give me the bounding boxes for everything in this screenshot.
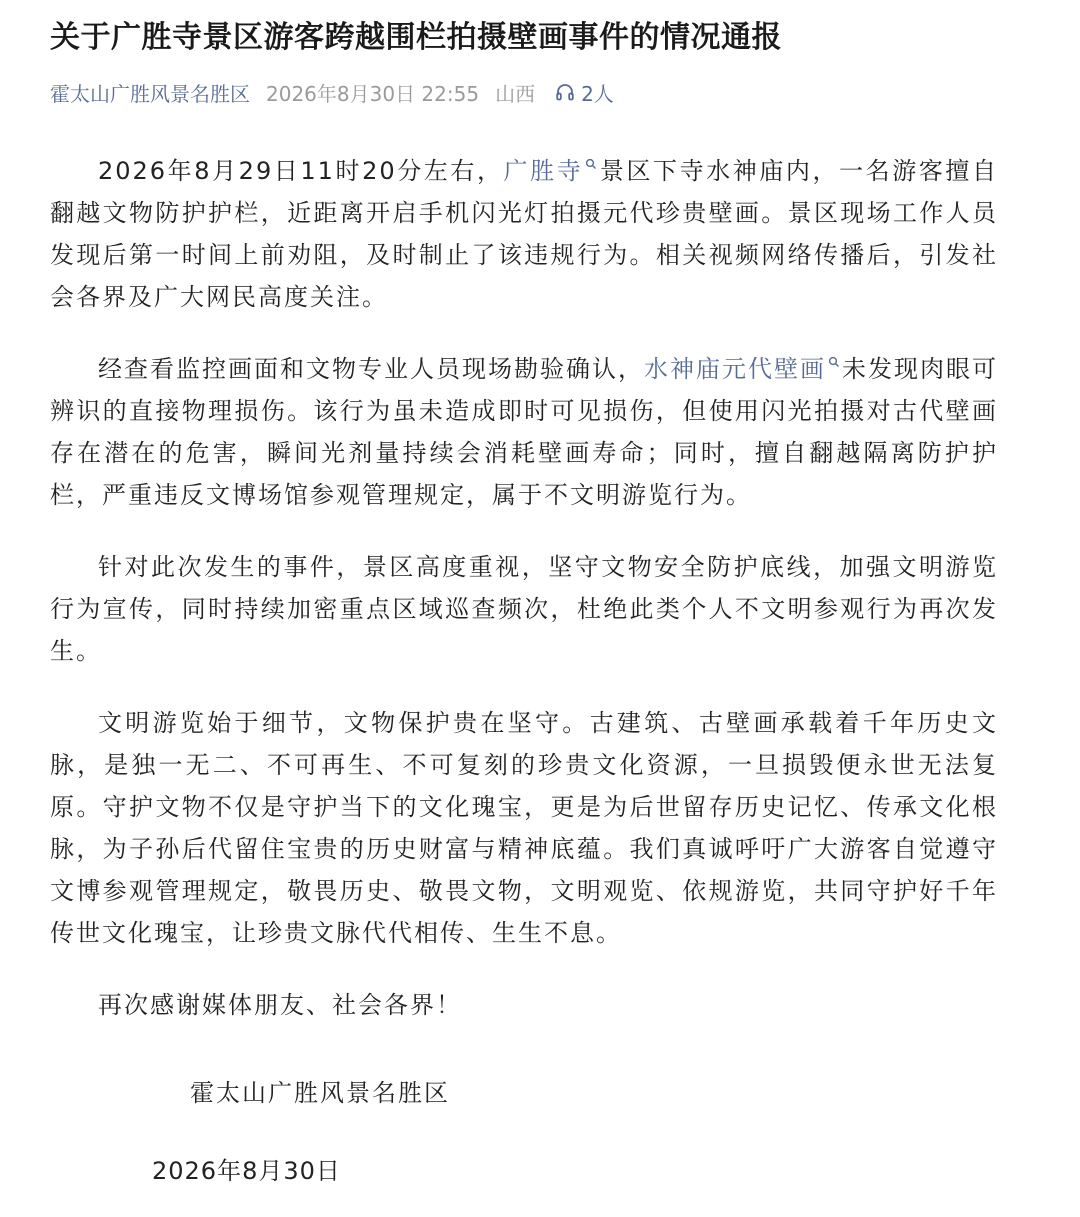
listener-count: 2人 (581, 81, 614, 106)
paragraph-1 (50, 150, 998, 318)
paragraph-5: 再次感谢媒体朋友、社会各界！ (98, 991, 462, 1019)
search-icon[interactable] (828, 356, 840, 368)
paragraph-3: 针对此次发生的事件，景区高度重视，坚守文物安全防护底线，加强文明游览行为宣传，同时持续加密重点区域巡查频次，杜绝此类个人不文明参观行为再次发生。 (50, 553, 998, 665)
listen-button[interactable] (555, 78, 614, 107)
search-icon[interactable] (585, 158, 597, 170)
article-meta (50, 76, 614, 108)
account-name-link[interactable]: 霍太山广胜风景名胜区 (50, 81, 250, 106)
paragraph-text: 2026年8月29日11时20分左右， (98, 157, 504, 185)
article-title: 关于广胜寺景区游客跨越围栏拍摄壁画事件的情况通报 (50, 20, 782, 55)
paragraph-text: 经查看监控画面和文物专业人员现场勘验确认， (98, 355, 644, 383)
publish-datetime: 2026年8月30日 22:55 (266, 81, 480, 106)
signature-date: 2026年8月30日 (152, 1157, 341, 1185)
paragraph-2 (50, 348, 998, 516)
search-link-mural[interactable]: 水神庙元代壁画 (644, 355, 826, 383)
headphones-icon (555, 82, 575, 102)
article-body (50, 150, 998, 1056)
paragraph-text: 景区下寺水神庙内，一名游客擅自翻越文物防护护栏，近距离开启手机闪光灯拍摄元代珍贵壁画。景区现场工作人员发现后第一时间上前劝阻，及时制止了该违规行为。相关视频网络传播后，引发社会各界及广大网民高度关注。 (50, 157, 999, 311)
search-link-guangsheng-temple[interactable]: 广胜寺 (503, 157, 584, 185)
paragraph-4: 文明游览始于细节，文物保护贵在坚守。古建筑、古壁画承载着千年历史文脉，是独一无二、不可再生、不可复刻的珍贵文化资源，一旦损毁便永世无法复原。守护文物不仅是守护当下的文化瑰宝，更是为后世留存历史记忆、传承文化根脉，为子孙后代留住宝贵的历史财富与精神底蕴。我们真诚呼吁广大游客自觉遵守文博参观管理规定，敬畏历史、敬畏文物，文明观览、依规游览，共同守护好千年传世文化瑰宝，让珍贵文脉代代相传、生生不息。 (50, 709, 998, 947)
publish-region: 山西 (495, 81, 536, 106)
signature-name: 霍太山广胜风景名胜区 (190, 1079, 450, 1107)
paragraph-text: 未发现肉眼可辨识的直接物理损伤。该行为虽未造成即时可见损伤，但使用闪光拍摄对古代壁画存在潜在的危害，瞬间光剂量持续会消耗壁画寿命；同时，擅自翻越隔离防护护栏，严重违反文博场馆参观管理规定，属于不文明游览行为。 (50, 355, 998, 509)
